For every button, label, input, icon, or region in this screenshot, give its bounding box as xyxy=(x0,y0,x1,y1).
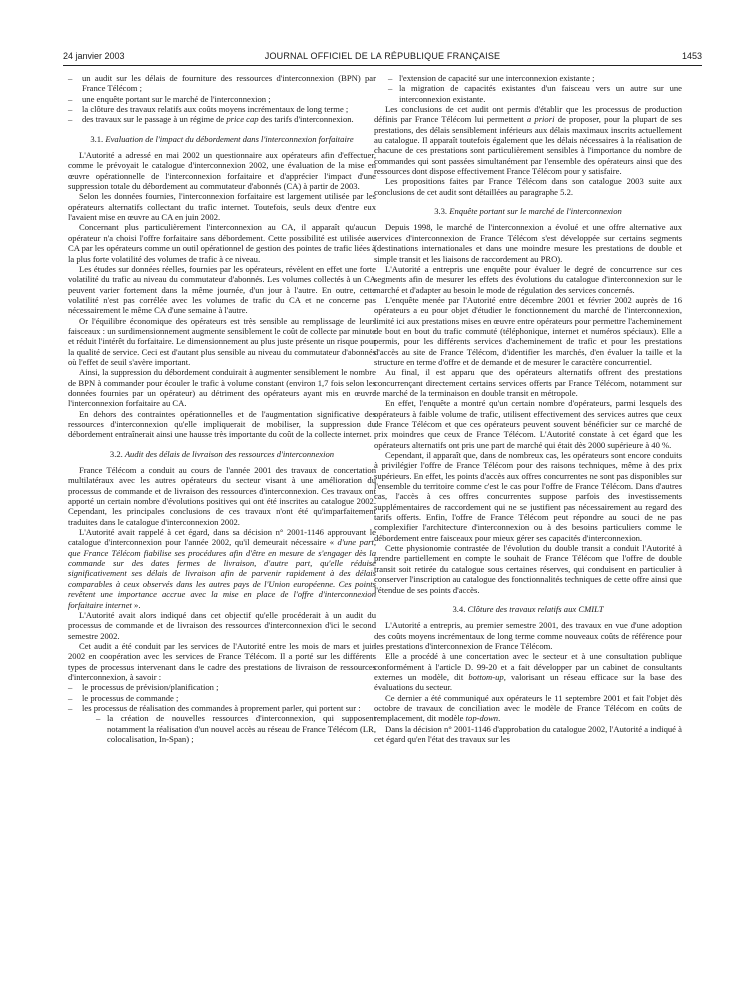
page-number: 1453 xyxy=(681,51,702,61)
quoted-decision: d'une part, que France Télécom fiabilise ses procédures afin d'être en mesure de s'engager dès la commande sur des dates fermes de livraison, d'autre part, qu'elle réduise significativement ses délais de livraison afin de parvenir rapidement à des délais comparables à ceux observés dans les autres pays de l'Union européenne. Ces points revêtent une importance accrue avec la mise en place de l'offre d'interconnexion forfaitaire internet xyxy=(68,537,377,610)
section-title: Audit des délais de livraison des ressources d'interconnexion xyxy=(124,448,335,459)
section-heading-3-1 xyxy=(82,134,362,144)
section-heading-3-2 xyxy=(82,449,362,459)
list-item: – le processus de commande ; xyxy=(68,693,376,703)
paragraph: Selon les données fournies, l'interconnexion forfaitaire est largement utilisée par les opérateurs alternatifs collectant du trafic internet. Toutefois, seuls deux d'entre eux l'avaient mise en œuvre au CA en juin 2002. xyxy=(68,191,376,223)
paragraph: En dehors des contraintes opérationnelles et de l'augmentation significative des ressources d'interconnexion qu'elle impliquerait de mobiliser, la suppression du débordement entraînerait ainsi une hausse très importante du coût de la collecte internet. xyxy=(68,408,376,440)
text-run: Les conclusions de cet audit ont permis d'établir que les processus de production définis par France Télécom lui permettent xyxy=(374,104,682,125)
sub-list xyxy=(82,713,376,744)
section-number: 3.4. xyxy=(452,603,466,614)
sub-list-item: – la migration de capacités existantes d'un faisceau vers un autre sur une interconnexion existante. xyxy=(388,83,682,104)
section-title: Enquête portant sur le marché de l'interconnexion xyxy=(449,206,622,217)
paragraph: Cependant, il apparaît que, dans de nombreux cas, les opérateurs sont encore conduits à privilégier l'offre de France Télécom pour des raisons techniques, même à des prix supérieurs. En effet, les points d'accès aux offres concurrentes ne sont pas disponibles sur l'ensemble du territoire comme c'est le cas pour l'offre de France Télécom. Dans d'autres cas, l'accès à ces offres concurrentes suppose parfois des investissements supplémentaires de raccordement qui ne se justifient pas nécessairement au regard des tarifs offerts. Enfin, l'offre de France Télécom peut répondre au souci de ne pas complexifier l'architecture d'interconnexion ou à des besoins particuliers comme le débordement entre faisceaux pour mieux gérer ses capacités d'interconnexion. xyxy=(374,450,682,543)
paragraph: L'Autorité avait alors indiqué dans cet objectif qu'elle procéderait à un audit du processus de commande et de livraison des ressources d'interconnexion d'ici le second semestre 2002. xyxy=(68,609,376,641)
text-run: des tarifs d'interconnexion. xyxy=(258,114,354,125)
list-item xyxy=(68,703,376,744)
paragraph xyxy=(374,651,682,692)
text-run: ». xyxy=(131,599,141,610)
list-item: – la clôture des travaux relatifs aux coûts moyens incrémentaux de long terme ; xyxy=(68,104,376,114)
section-number: 3.1. xyxy=(90,133,104,144)
paragraph: L'enquête menée par l'Autorité entre décembre 2001 et février 2002 auprès de 16 opérateurs a eu pour objet d'étudier le fonctionnement du marché de l'interconnexion, limité ici aux prestations mises en œuvre entre opérateurs pour permettre l'acheminement de bout en bout du trafic commuté (téléphonique, internet et numéros spéciaux). Elle a permis, pour les différents services d'acheminement de trafic et pour les prestations d'accès au site de France Télécom, d'identifier les marchés, d'en évaluer la taille et la structure en terme d'offre et de demande et de mesurer le caractère concurrentiel. xyxy=(374,294,682,367)
italic-run: bottom-up xyxy=(468,671,504,682)
section-heading-3-4 xyxy=(388,604,668,614)
text-run: , valorisant un réseau efficace sur la base des évaluations du secteur. xyxy=(374,671,682,693)
section-number: 3.2. xyxy=(109,448,123,459)
list-item xyxy=(68,114,376,124)
text-run: Elle a procédé à une concertation avec le secteur et à une consultation publique conformément à l'article D. 99-20 et a fait développer par un cabinet de consultants externes un modèle, dit xyxy=(374,651,682,682)
paragraph xyxy=(374,104,682,176)
process-list xyxy=(68,682,376,744)
paragraph: L'Autorité a entrepris, au premier semestre 2001, des travaux en vue d'une adoption des coûts moyens incrémentaux de long terme comme nouveaux coûts de référence pour les prestations d'interconnexion de France Télécom. xyxy=(374,620,682,651)
paragraph: En effet, l'enquête a montré qu'un certain nombre d'opérateurs, parmi lesquels des opérateurs à faible volume de trafic, utilisent effectivement des services autres que ceux de France Télécom et que ces opérateurs peuvent souvent bénéficier sur ce marché de prix moindres que ceux de France Télécom. L'Autorité constate à cet égard que les opérateurs alternatifs ont pris une part de marché qui était dès 2000 supérieure à 40 %. xyxy=(374,398,682,450)
list-item-text: les processus de réalisation des commandes à proprement parler, qui portent sur : xyxy=(82,702,361,713)
journal-title: JOURNAL OFFICIEL DE LA RÉPUBLIQUE FRANÇAISE xyxy=(264,51,501,61)
paragraph: Or l'équilibre économique des opérateurs est très sensible au remplissage de leurs faisceaux : un surdimensionnement augmente sensiblement le coût de collecte par minute et réduit l'intérêt du forfaitaire. Le dimensionnement au plus juste présente un risque pour la qualité de service. Ceci est d'autant plus sensible au niveau du commutateur d'abonnés où l'effet de seuil s'avère important. xyxy=(68,315,376,367)
text-run: de proposer, pour la plupart de ses prestations, des délais sensiblement inférieurs aux délais maximaux inscrits actuellement au catalogue. Il apparaît toutefois également que les délais nécessaires à la réalisation de chacune de ces prestations sont particulièrement sensibles à l'importance du nombre de commandes qui sont passées simultanément par l'ensemble des opérateurs ainsi que des ressources dont dispose effectivement France Télécom pour y satisfaire. xyxy=(374,114,682,177)
sub-list-continued xyxy=(374,73,682,104)
paragraph xyxy=(374,693,682,724)
paragraph: Dans la décision n° 2001-1146 d'approbation du catalogue 2002, l'Autorité a indiqué à cet égard qu'en l'état des travaux sur les xyxy=(374,723,682,744)
page-header xyxy=(63,51,702,65)
paragraph: Depuis 1998, le marché de l'interconnexion a évolué et une offre alternative aux services d'interconnexion de France Télécom s'est développée sur certains segments (destinations internationales et dans une moindre mesure les prestations de double et simple transit et les liaisons de raccordement au PRO). xyxy=(374,222,682,264)
header-date: 24 janvier 2003 xyxy=(63,51,125,61)
text-run: des travaux sur le passage à un régime de xyxy=(82,114,227,125)
right-column xyxy=(374,73,682,744)
sub-list-item: – la création de nouvelles ressources d'interconnexion, qui supposent notamment la réalisation d'un nouvel accès au réseau de France Télécom (LR, colocalisation, In-Span) ; xyxy=(96,713,376,744)
list-item: – un audit sur les délais de fourniture des ressources d'interconnexion (BPN) par France Télécom ; xyxy=(68,73,376,94)
paragraph: France Télécom a conduit au cours de l'année 2001 des travaux de concertation multilatéraux avec les autres opérateurs du secteur visant à une amélioration du processus de commande et de livraison des ressources d'interconnexion. Ces travaux ont apporté un certain nombre d'évolutions positives qui ont été inscrites au catalogue 2002. Cependant, les principales conclusions de ces travaux n'ont été qu'imparfaitement traduites dans le catalogue d'interconnexion 2002. xyxy=(68,465,376,527)
text-run: Ce dernier a été communiqué aux opérateurs le 11 septembre 2001 et fait l'objet dès octobre de travaux de conciliation avec le modèle de France Télécom en coûts de remplacement, dit modèle xyxy=(374,692,682,724)
left-column xyxy=(68,73,376,744)
list-item: – une enquête portant sur le marché de l'interconnexion ; xyxy=(68,94,376,104)
paragraph: Ainsi, la suppression du débordement conduirait à augmenter sensiblement le nombre de BPN à commander pour écouler le trafic à volume constant (environ 1,7 fois selon les données fournies par un opérateur) au détriment des opérateurs ayant mis en œuvre l'interconnexion forfaitaire au CA. xyxy=(68,367,376,409)
paragraph: Les propositions faites par France Télécom dans son catalogue 2003 suite aux conclusions de cet audit sont détaillées au paragraphe 5.2. xyxy=(374,176,682,197)
header-rule xyxy=(63,65,702,66)
sub-list-item: – l'extension de capacité sur une interconnexion existante ; xyxy=(388,73,682,83)
text-run: . xyxy=(498,713,501,724)
section-title: Evaluation de l'impact du débordement dans l'interconnexion forfaitaire xyxy=(105,133,354,144)
paragraph: Cet audit a été conduit par les services de l'Autorité entre les mois de mars et juin 2002 en coopération avec les services de France Télécom. Il a porté sur les différents types de processus intervenant dans le cadre des prestations de livraison de ressources d'interconnexion, à savoir : xyxy=(68,640,376,682)
audit-list xyxy=(68,73,376,125)
paragraph: L'Autorité a entrepris une enquête pour évaluer le degré de concurrence sur ces segments afin de mesurer les effets des évolutions du catalogue d'interconnexion sur le marché et d'adapter au besoin le mode de régulation des services concernés. xyxy=(374,263,682,295)
paragraph: Cette physionomie contrastée de l'évolution du double transit a conduit l'Autorité à prendre partiellement en compte le souhait de France Télécom que l'offre de double transit soit retirée du catalogue sous certaines réserves, qui conduisent en particulier à conserver l'inscription au catalogue des fonctionnalités techniques de cette offre ainsi que l'étendue de ses points d'accès. xyxy=(374,543,682,595)
italic-run: price cap xyxy=(226,114,259,125)
paragraph: Les études sur données réelles, fournies par les opérateurs, révèlent en effet une forte volatilité du trafic au niveau du commutateur d'abonnés. Les volumes collectés à un CA peuvent varier fortement dans la même journée, d'un jour à l'autre. En outre, cette volatilité n'est pas corrélée avec les volumes de trafic du CA et ne concerne pas nécessairement le même CA d'une semaine à l'autre. xyxy=(68,263,376,316)
list-item: – le processus de prévision/planification ; xyxy=(68,682,376,692)
italic-run: a priori xyxy=(526,114,555,125)
paragraph: L'Autorité a adressé en mai 2002 un questionnaire aux opérateurs afin d'effectuer, comme le prévoyait le catalogue d'interconnexion 2002, une évaluation de la mise en œuvre opérationnelle de l'interconnexion forfaitaire et d'apprécier l'impact d'une suppression totale du débordement au commutateur d'abonnés (CA) à partir de 2003. xyxy=(68,150,376,192)
section-number: 3.3. xyxy=(434,206,448,217)
paragraph xyxy=(68,527,376,610)
section-heading-3-3 xyxy=(388,206,668,216)
paragraph: Au final, il est apparu que des opérateurs alternatifs offrent des prestations concurrençant directement certains services offerts par France Télécom, notamment sur le marché de la terminaison en double transit en métropole. xyxy=(374,367,682,398)
paragraph: Concernant plus particulièrement l'interconnexion au CA, il apparaît qu'aucun opérateur n'a choisi l'offre forfaitaire sans débordement. Cette possibilité est utilisée au CA par les opérateurs comme un outil opérationnel de gestion des pointes de trafic liées à la plus forte volatilité des volumes de trafic à ce niveau. xyxy=(68,222,376,264)
italic-run: top-down xyxy=(465,713,499,724)
text-run: L'Autorité avait rappelé à cet égard, dans sa décision n° 2001-1146 approuvant le catalogue d'interconnexion pour l'année 2002, qu'il demeurait nécessaire « xyxy=(68,527,376,548)
section-title: Clôture des travaux relatifs aux CMILT xyxy=(467,603,604,614)
